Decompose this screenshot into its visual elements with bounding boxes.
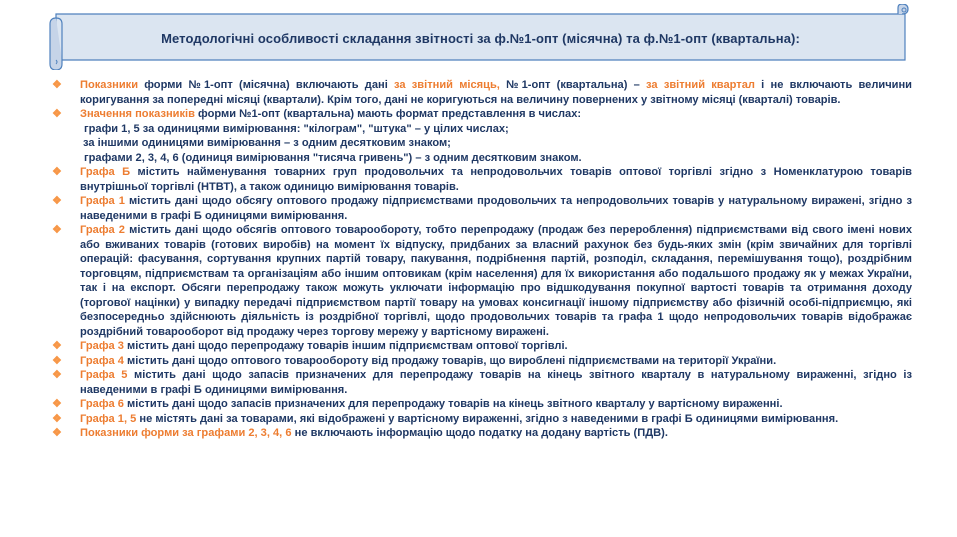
- diamond-bullet-icon: ❖: [52, 108, 62, 120]
- diamond-bullet-icon: ❖: [52, 354, 62, 367]
- item-text: містить дані щодо перепродажу товарів іншим підприємствам оптової торгівлі.: [123, 340, 568, 352]
- item-text: не включають інформацію щодо податку на додану вартість (ПДВ).: [291, 427, 668, 439]
- list-item: [52, 78, 912, 107]
- item-text: форми №1-опт (квартальна) мають формат представлення в числах:: [194, 108, 582, 120]
- list-item: [52, 397, 912, 412]
- item-highlight: Показники: [80, 79, 139, 91]
- item-text: містить дані щодо оптового товарообороту від продажу товарів, що вироблені підприємствами на території України.: [123, 354, 777, 367]
- item-text: №1-опт (квартальна) –: [499, 79, 647, 91]
- diamond-bullet-icon: ❖: [52, 427, 62, 439]
- item-text: і не включають величини коригування за попередні місяці (квартали). Крім того, дані не коригуються на величину повернених у звітному місяці (кварталі) товарів.: [80, 79, 912, 106]
- diamond-bullet-icon: ❖: [52, 79, 62, 91]
- title-banner: [46, 4, 915, 70]
- item-text: форми №1-опт (місячна) включають дані: [138, 79, 395, 91]
- format-sub-line: графи 1, 5 за одиницями вимірювання: "кілограм", "штука" – у цілих числах;: [84, 122, 509, 135]
- item-highlight: Графа 1, 5: [80, 412, 137, 425]
- format-sub-line: графами 2, 3, 4, 6 (одиниця вимірювання "тисяча гривень") – з одним десятковим знаком.: [84, 151, 582, 164]
- item-text: містить дані щодо запасів призначених для перепродажу товарів на кінець звітного кварталу у вартісному вираженні.: [123, 398, 783, 410]
- list-item: [52, 368, 912, 397]
- item-highlight: за звітний місяць,: [394, 79, 500, 91]
- diamond-bullet-icon: ❖: [52, 195, 62, 207]
- item-highlight: Значення показників: [80, 108, 195, 120]
- item-text: містить дані щодо обсягу оптового продажу підприємствами продовольчих та непродовольчих товарів у натуральному виражені, згідно з наведеними в графі Б одиницями вимірювання.: [80, 195, 912, 222]
- item-highlight: Показники форми за графами 2, 3, 4, 6: [80, 427, 292, 439]
- diamond-bullet-icon: ❖: [52, 224, 62, 236]
- list-item: [52, 165, 912, 194]
- item-highlight: Графа 6: [80, 398, 124, 410]
- item-highlight: Графа 2: [80, 224, 125, 236]
- item-highlight: Графа 5: [80, 369, 128, 381]
- list-item: [52, 107, 912, 122]
- methodology-list: [52, 78, 912, 441]
- diamond-bullet-icon: ❖: [52, 166, 62, 178]
- item-text: містить дані щодо обсягів оптового товарообороту, тобто перепродажу (продаж без перероблення) підприємствами від свого імені нових або вживаних товарів (готових виробів) на момент їх відпуску, придбаних за власний рахунок без будь-яких змін (крім звичайних для торгівлі операцій: фасування, сортування крупних партій товару, пакування, подрібнення партій, розподіл, складання, перемішування тощо), роздрібним торговцям, підприємствам та організаціям або іншим оптовикам (крім населення) для їх використання або подальшого продажу як у межах України, так і на експорт. Обсяги перепродажу також можуть уключати інформацію про відшкодування покупної вартості товарів та отримання доходу (торгової націнки) у випадку передачі підприємством партії товару на умовах консигнації іншому підприємству або фізичній особі-підприємцю, які безпосередньо здійснюють діяльність із роздрібної торгівлі, щодо продовольчих товарів та графа 1 щодо непродовольчих товарів відображає роздрібний товарооборот від продажу через торгову мережу у вартісному виражені.: [80, 224, 912, 338]
- item-text: містить найменування товарних груп продовольчих та непродовольчих товарів оптової торгівлі згідно з Номенклатурою товарів внутрішньої торгівлі (НТВТ), а також одиницю вимірювання товарів.: [80, 166, 912, 193]
- page-title: Методологічні особливості складання звітності за ф.№1-опт (місячна) та ф.№1-опт (квартальна):: [161, 31, 800, 46]
- item-highlight: Графа Б: [80, 166, 131, 178]
- list-item: [52, 339, 912, 354]
- item-highlight: Графа 4: [80, 354, 124, 367]
- diamond-bullet-icon: ❖: [52, 340, 62, 352]
- item-highlight: Графа 1: [80, 195, 125, 207]
- format-sub-line: за іншими одиницями вимірювання – з одним десятковим знаком;: [83, 137, 451, 149]
- diamond-bullet-icon: ❖: [52, 369, 62, 381]
- item-highlight: Графа 3: [80, 340, 124, 352]
- diamond-bullet-icon: ❖: [52, 412, 62, 425]
- item-highlight: за звітний квартал: [646, 79, 755, 91]
- list-item: [52, 223, 912, 339]
- list-item: [52, 412, 912, 427]
- list-item: [52, 426, 912, 441]
- item-text: містить дані щодо запасів призначених для перепродажу товарів на кінець звітного кварталу в натуральному вираженні, згідно із наведеними в графі Б одиницями вимірювання.: [80, 369, 912, 396]
- list-item: [52, 194, 912, 223]
- list-item: [52, 354, 912, 369]
- diamond-bullet-icon: ❖: [52, 398, 62, 410]
- item-text: не містять дані за товарами, які відображені у вартісному вираженні, згідно з наведеними в графі Б одиницями вимірювання.: [136, 412, 839, 425]
